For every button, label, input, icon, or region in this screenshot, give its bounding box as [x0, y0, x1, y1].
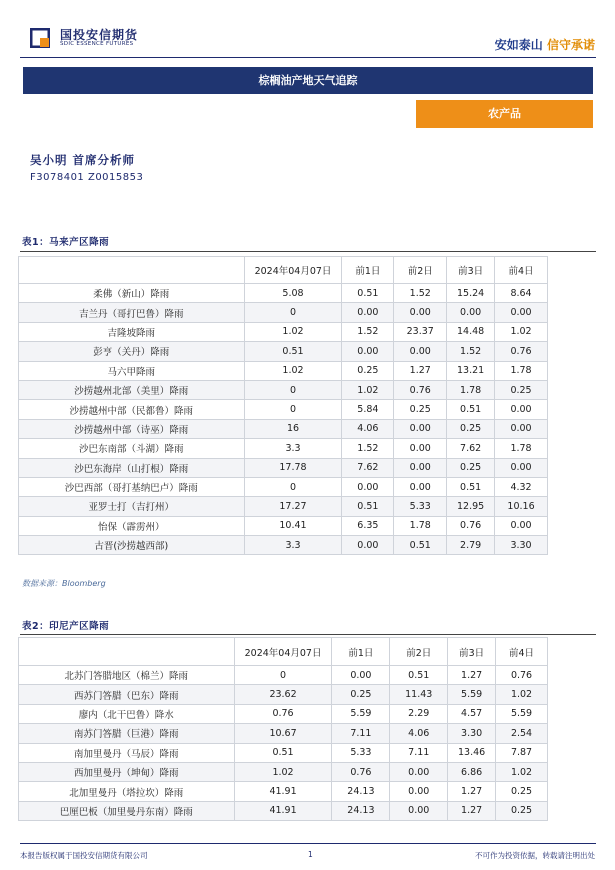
rainfall-value-cell: 1.78: [394, 516, 447, 535]
table-row: [19, 361, 548, 380]
rainfall-value-cell: 7.62: [342, 458, 394, 477]
rainfall-value-cell: 4.57: [448, 704, 496, 723]
rainfall-value-cell: 0.00: [390, 801, 448, 820]
table2-header-row: [19, 638, 548, 666]
author-line: 吴小明 首席分析师: [30, 153, 136, 167]
slogan: [495, 36, 595, 53]
rainfall-value-cell: 0.25: [447, 419, 495, 438]
column-header: 前2日: [390, 638, 448, 666]
region-name-cell: 巴厘巴板（加里曼丹东南）降雨: [19, 801, 235, 820]
rainfall-value-cell: 15.24: [447, 284, 495, 303]
region-name-cell: 吉隆坡降雨: [19, 322, 245, 341]
rainfall-value-cell: 23.62: [234, 685, 332, 704]
rainfall-value-cell: 0.00: [394, 439, 447, 458]
page-number: 1: [308, 850, 313, 859]
rainfall-value-cell: 0.25: [496, 782, 548, 801]
rainfall-value-cell: 0: [244, 380, 342, 399]
column-header: [19, 257, 245, 284]
rainfall-value-cell: 0.25: [332, 685, 390, 704]
region-name-cell: 吉兰丹（哥打巴鲁）降雨: [19, 303, 245, 322]
region-name-cell: 西加里曼丹（坤甸）降雨: [19, 762, 235, 781]
rainfall-value-cell: 6.86: [448, 762, 496, 781]
table1: [18, 256, 548, 555]
rainfall-value-cell: 1.52: [342, 322, 394, 341]
rainfall-value-cell: 0.25: [394, 400, 447, 419]
column-header: 前4日: [495, 257, 548, 284]
rainfall-value-cell: 7.87: [496, 743, 548, 762]
table2-rule: [20, 634, 596, 635]
rainfall-value-cell: 2.79: [447, 536, 495, 555]
slogan-part2: 信守承诺: [546, 38, 595, 52]
rainfall-value-cell: 0.00: [342, 303, 394, 322]
data-source: 数据来源：Bloomberg: [22, 579, 106, 588]
sdic-logo-icon: [30, 28, 50, 48]
column-header: [19, 638, 235, 666]
table-row: [19, 419, 548, 438]
region-name-cell: 廖内（北干巴鲁）降水: [19, 704, 235, 723]
rainfall-value-cell: 0.00: [394, 458, 447, 477]
region-name-cell: 沙巴西部（哥打基纳巴卢）降雨: [19, 477, 245, 496]
rainfall-value-cell: 0: [244, 477, 342, 496]
rainfall-value-cell: 0.00: [495, 458, 548, 477]
region-name-cell: 南苏门答腊（巨港）降雨: [19, 724, 235, 743]
rainfall-value-cell: 0.00: [495, 303, 548, 322]
column-header: 前4日: [496, 638, 548, 666]
rainfall-value-cell: 13.21: [447, 361, 495, 380]
rainfall-value-cell: 1.27: [448, 782, 496, 801]
table-row: [19, 497, 548, 516]
rainfall-value-cell: 4.32: [495, 477, 548, 496]
rainfall-value-cell: 0.25: [447, 458, 495, 477]
table-row: [19, 439, 548, 458]
region-name-cell: 南加里曼丹（马辰）降雨: [19, 743, 235, 762]
brand-name-cn: 国投安信期货: [60, 28, 139, 42]
column-header: 2024年04月07日: [234, 638, 332, 666]
footer-divider: [20, 843, 596, 844]
rainfall-value-cell: 1.02: [496, 685, 548, 704]
table-row: [19, 303, 548, 322]
table-row: [19, 724, 548, 743]
rainfall-value-cell: 1.27: [394, 361, 447, 380]
rainfall-value-cell: 1.02: [244, 322, 342, 341]
region-name-cell: 沙捞越州中部（诗巫）降雨: [19, 419, 245, 438]
rainfall-value-cell: 1.78: [495, 361, 548, 380]
rainfall-value-cell: 16: [244, 419, 342, 438]
rainfall-value-cell: 0.00: [495, 400, 548, 419]
rainfall-value-cell: 0.25: [342, 361, 394, 380]
rainfall-value-cell: 0.00: [495, 419, 548, 438]
column-header: 前1日: [342, 257, 394, 284]
rainfall-value-cell: 3.3: [244, 439, 342, 458]
rainfall-value-cell: 0: [244, 303, 342, 322]
rainfall-value-cell: 0.51: [394, 536, 447, 555]
rainfall-value-cell: 24.13: [332, 801, 390, 820]
rainfall-value-cell: 41.91: [234, 782, 332, 801]
rainfall-value-cell: 0.76: [495, 342, 548, 361]
rainfall-value-cell: 24.13: [332, 782, 390, 801]
slogan-part1: 安如泰山: [494, 38, 543, 52]
license-numbers: F3078401 Z0015853: [30, 172, 144, 183]
table-row: [19, 284, 548, 303]
rainfall-value-cell: 0.76: [234, 704, 332, 723]
rainfall-value-cell: 3.30: [495, 536, 548, 555]
region-name-cell: 北苏门答腊地区（棉兰）降雨: [19, 666, 235, 685]
rainfall-value-cell: 3.30: [448, 724, 496, 743]
region-name-cell: 怡保（霹雳州）: [19, 516, 245, 535]
table-row: [19, 516, 548, 535]
header-divider: [20, 57, 596, 58]
rainfall-value-cell: 1.52: [342, 439, 394, 458]
rainfall-value-cell: 0.00: [447, 303, 495, 322]
region-name-cell: 沙巴东海岸（山打根）降雨: [19, 458, 245, 477]
table2-body: [19, 666, 548, 821]
rainfall-value-cell: 0.51: [447, 477, 495, 496]
rainfall-value-cell: 10.41: [244, 516, 342, 535]
rainfall-value-cell: 5.59: [448, 685, 496, 704]
table-row: [19, 342, 548, 361]
column-header: 2024年04月07日: [244, 257, 342, 284]
rainfall-value-cell: 0.76: [496, 666, 548, 685]
rainfall-value-cell: 0.00: [342, 477, 394, 496]
rainfall-value-cell: 0.25: [496, 801, 548, 820]
region-name-cell: 亚罗士打（吉打州）: [19, 497, 245, 516]
rainfall-value-cell: 0.00: [394, 342, 447, 361]
rainfall-value-cell: 0.51: [390, 666, 448, 685]
table1-header-row: [19, 257, 548, 284]
rainfall-value-cell: 1.52: [447, 342, 495, 361]
region-name-cell: 沙捞越州中部（民都鲁）降雨: [19, 400, 245, 419]
rainfall-value-cell: 0.51: [447, 400, 495, 419]
rainfall-value-cell: 1.27: [448, 801, 496, 820]
table-row: [19, 704, 548, 723]
category-badge: 农产品: [416, 100, 593, 128]
rainfall-value-cell: 1.02: [234, 762, 332, 781]
table-row: [19, 458, 548, 477]
rainfall-value-cell: 0.76: [332, 762, 390, 781]
table-row: [19, 322, 548, 341]
rainfall-value-cell: 0.00: [342, 536, 394, 555]
region-name-cell: 彭亨（关丹）降雨: [19, 342, 245, 361]
rainfall-value-cell: 2.54: [496, 724, 548, 743]
rainfall-value-cell: 0: [234, 666, 332, 685]
rainfall-value-cell: 0.00: [390, 782, 448, 801]
rainfall-value-cell: 12.95: [447, 497, 495, 516]
rainfall-value-cell: 0.00: [394, 419, 447, 438]
rainfall-value-cell: 0.25: [495, 380, 548, 399]
region-name-cell: 沙巴东南部（斗湖）降雨: [19, 439, 245, 458]
table-row: [19, 536, 548, 555]
rainfall-value-cell: 5.59: [332, 704, 390, 723]
region-name-cell: 马六甲降雨: [19, 361, 245, 380]
table1-title: 表1：马来产区降雨: [22, 237, 110, 248]
rainfall-value-cell: 8.64: [495, 284, 548, 303]
rainfall-value-cell: 2.29: [390, 704, 448, 723]
rainfall-value-cell: 1.27: [448, 666, 496, 685]
report-title: 棕榈油产地天气追踪: [23, 67, 593, 94]
table1-rule: [20, 251, 596, 252]
rainfall-value-cell: 0.51: [342, 284, 394, 303]
column-header: 前3日: [448, 638, 496, 666]
rainfall-value-cell: 17.27: [244, 497, 342, 516]
rainfall-value-cell: 10.67: [234, 724, 332, 743]
rainfall-value-cell: 0.51: [234, 743, 332, 762]
rainfall-value-cell: 1.02: [342, 380, 394, 399]
rainfall-value-cell: 5.84: [342, 400, 394, 419]
region-name-cell: 沙捞越州北部（美里）降雨: [19, 380, 245, 399]
rainfall-value-cell: 6.35: [342, 516, 394, 535]
rainfall-value-cell: 7.62: [447, 439, 495, 458]
table-row: [19, 380, 548, 399]
rainfall-value-cell: 0.76: [447, 516, 495, 535]
rainfall-value-cell: 0.00: [332, 666, 390, 685]
rainfall-value-cell: 0.00: [394, 477, 447, 496]
rainfall-value-cell: 3.3: [244, 536, 342, 555]
table-row: [19, 782, 548, 801]
rainfall-value-cell: 1.02: [496, 762, 548, 781]
rainfall-value-cell: 1.02: [244, 361, 342, 380]
table-row: [19, 801, 548, 820]
rainfall-value-cell: 0.00: [495, 516, 548, 535]
rainfall-value-cell: 0.76: [394, 380, 447, 399]
rainfall-value-cell: 1.78: [495, 439, 548, 458]
rainfall-value-cell: 23.37: [394, 322, 447, 341]
column-header: 前1日: [332, 638, 390, 666]
rainfall-value-cell: 1.78: [447, 380, 495, 399]
rainfall-value-cell: 5.33: [332, 743, 390, 762]
table1-body: [19, 284, 548, 555]
rainfall-value-cell: 1.52: [394, 284, 447, 303]
rainfall-value-cell: 0.00: [390, 762, 448, 781]
region-name-cell: 西苏门答腊（巴东）降雨: [19, 685, 235, 704]
rainfall-value-cell: 1.02: [495, 322, 548, 341]
rainfall-value-cell: 0: [244, 400, 342, 419]
region-name-cell: 古晋(沙捞越西部): [19, 536, 245, 555]
brand-name-en: SDIC ESSENCE FUTURES: [60, 41, 134, 47]
rainfall-value-cell: 0.00: [342, 342, 394, 361]
rainfall-value-cell: 17.78: [244, 458, 342, 477]
rainfall-value-cell: 0.51: [244, 342, 342, 361]
rainfall-value-cell: 5.08: [244, 284, 342, 303]
table-row: [19, 762, 548, 781]
footer-disclaimer: 不可作为投资依据，转载请注明出处: [475, 851, 595, 860]
table2: [18, 637, 548, 821]
table-row: [19, 743, 548, 762]
rainfall-value-cell: 4.06: [390, 724, 448, 743]
rainfall-value-cell: 10.16: [495, 497, 548, 516]
rainfall-value-cell: 13.46: [448, 743, 496, 762]
column-header: 前2日: [394, 257, 447, 284]
rainfall-value-cell: 0.00: [394, 303, 447, 322]
region-name-cell: 北加里曼丹（塔拉坎）降雨: [19, 782, 235, 801]
rainfall-value-cell: 41.91: [234, 801, 332, 820]
rainfall-value-cell: 7.11: [390, 743, 448, 762]
rainfall-value-cell: 5.59: [496, 704, 548, 723]
region-name-cell: 柔佛（新山）降雨: [19, 284, 245, 303]
table-row: [19, 685, 548, 704]
footer-copyright: 本报告版权属于国投安信期货有限公司: [20, 851, 148, 860]
column-header: 前3日: [447, 257, 495, 284]
rainfall-value-cell: 5.33: [394, 497, 447, 516]
rainfall-value-cell: 4.06: [342, 419, 394, 438]
table-row: [19, 400, 548, 419]
table-row: [19, 477, 548, 496]
rainfall-value-cell: 11.43: [390, 685, 448, 704]
table2-title: 表2：印尼产区降雨: [22, 621, 110, 632]
rainfall-value-cell: 0.51: [342, 497, 394, 516]
table-row: [19, 666, 548, 685]
rainfall-value-cell: 7.11: [332, 724, 390, 743]
rainfall-value-cell: 14.48: [447, 322, 495, 341]
